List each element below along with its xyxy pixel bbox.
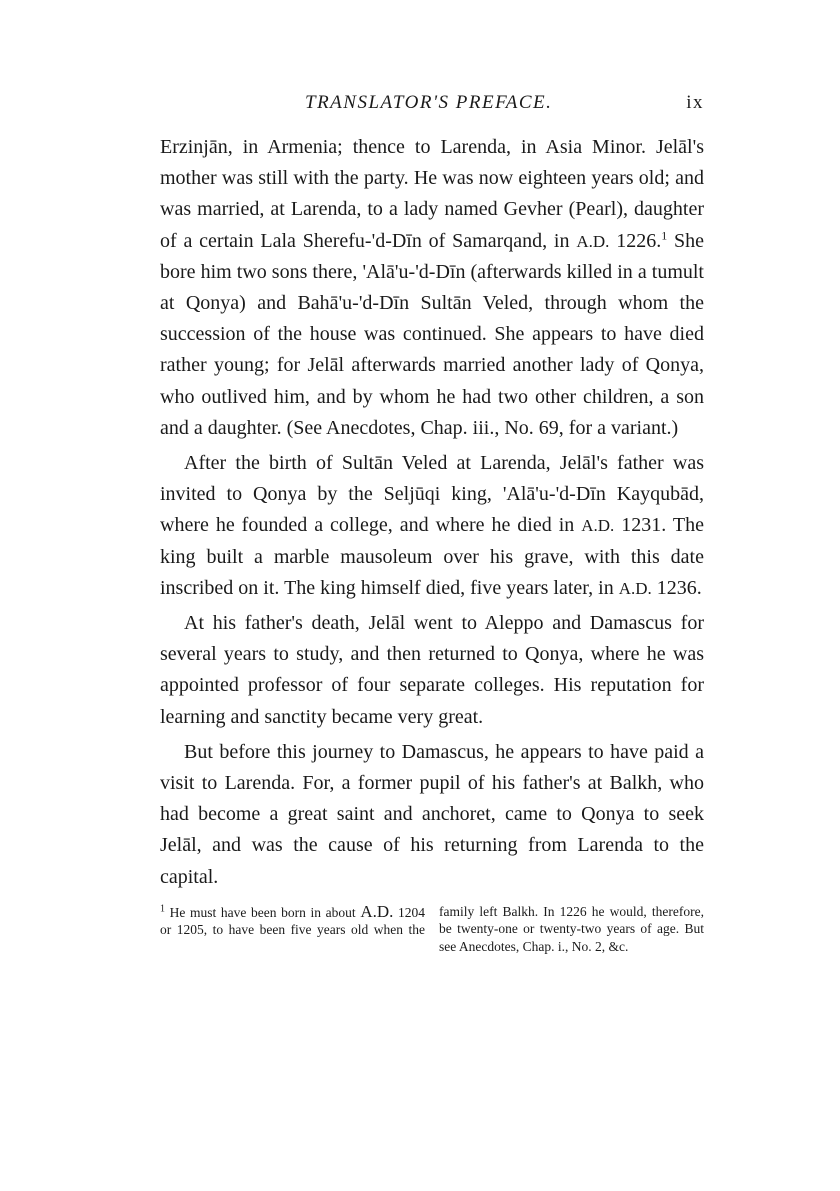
body-text bbox=[160, 132, 704, 893]
text-run: 1204 or 1205, to have been five years old when the family left Balkh. In 1226 he would, therefore, be twenty-one or twenty-two years of age. But see Anecdotes, Chap. i., No. 2, &c. bbox=[160, 903, 704, 954]
era-abbreviation: A.D. bbox=[581, 516, 615, 536]
text-run: She bore him two sons there, 'Alā'u-'d-Dīn (afterwards killed in a tumult at Qonya) and Bahā'u-'d-Dīn Sultān Veled, through whom the succession of the house was continued. She appears to have died rather young; for Jelāl afterwards married another lady of Qonya, who outlived him, and by whom he had two other children, a son and a daughter. (See Anecdotes, Chap. iii., No. 69, for a variant.) bbox=[160, 229, 705, 439]
text-run: He must have been born in about bbox=[165, 904, 361, 920]
running-header bbox=[160, 92, 704, 122]
text-run: But before this journey to Damascus, he appears to have paid a visit to Larenda. For, a former pupil of his father's at Balkh, who had become a great saint and anchoret, came to Qonya to seek Jelāl, and was the cause of his returning from Larenda to the capital. bbox=[160, 740, 704, 888]
page-number: ix bbox=[686, 92, 704, 113]
page bbox=[160, 92, 704, 955]
footnote-text bbox=[160, 901, 704, 954]
era-abbreviation: A.D. bbox=[360, 901, 394, 921]
paragraph bbox=[160, 608, 704, 733]
text-run: Erzinjān, in Armenia; thence to Larenda, in Asia Minor. Jelāl's mother was still with the party. He was now eighteen years old; and was married, at Larenda, to a lady named Gevher (Pearl), daughter of a certain Lala Sherefu-'d-Dīn of Samarqand, in bbox=[160, 136, 704, 252]
text-run: 1231. The king built a marble mausoleum over his grave, with this date inscribed on it. The king himself died, five years later, in bbox=[160, 514, 704, 599]
paragraph bbox=[160, 448, 704, 604]
running-title: TRANSLATOR'S PREFACE. bbox=[305, 92, 553, 113]
text-run: 1226. bbox=[609, 229, 662, 252]
text-run: At his father's death, Jelāl went to Aleppo and Damascus for several years to study, and then returned to Qonya, where he was appointed professor of four separate colleges. His reputation for learning and sanctity became very great. bbox=[160, 612, 704, 728]
paragraph bbox=[160, 132, 704, 444]
footnote bbox=[160, 903, 704, 956]
era-abbreviation: A.D. bbox=[576, 231, 610, 251]
text-run: 1236. bbox=[651, 576, 702, 599]
paragraph bbox=[160, 737, 704, 893]
footnote-reference: 1 bbox=[661, 227, 668, 242]
text-run: After the birth of Sultān Veled at Larenda, Jelāl's father was invited to Qonya by the Seljūqi king, 'Alā'u-'d-Dīn Kayqubād, where he founded a college, and where he died in bbox=[160, 452, 704, 537]
footnotes bbox=[160, 903, 704, 956]
era-abbreviation: A.D. bbox=[618, 578, 652, 598]
footnote-marker: 1 bbox=[160, 903, 165, 915]
